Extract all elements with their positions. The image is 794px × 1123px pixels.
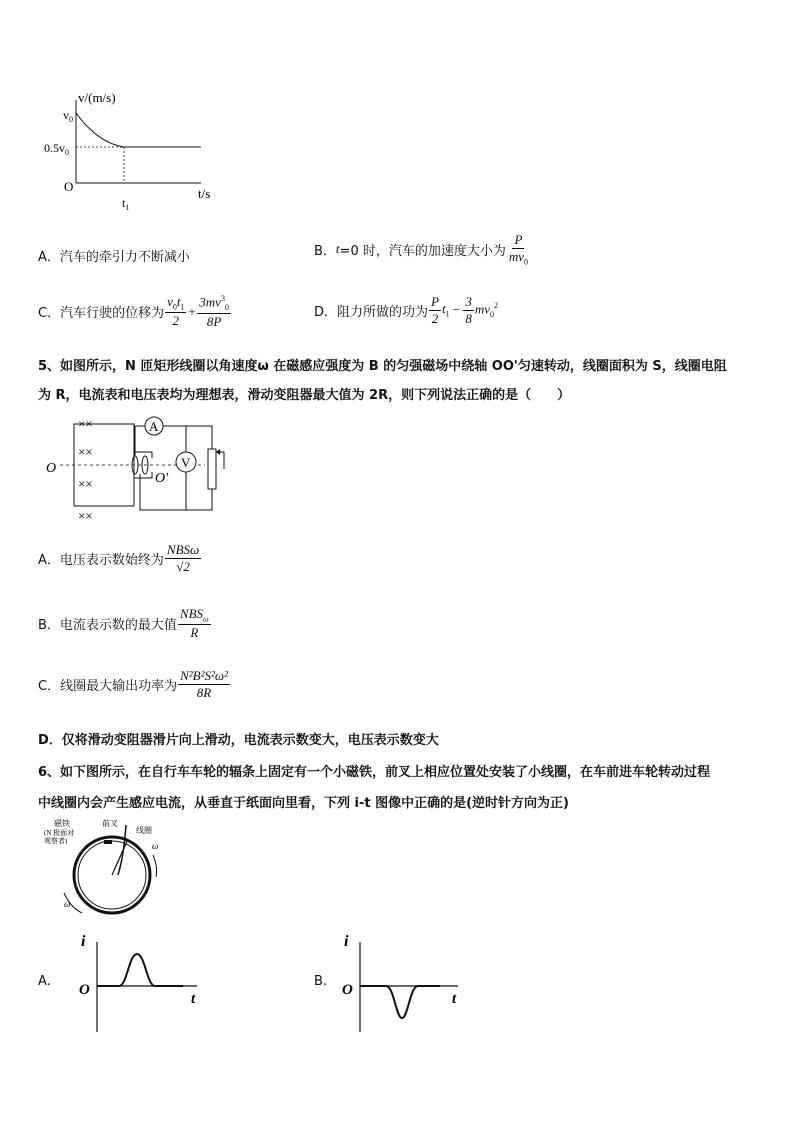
q6-fork: [118, 825, 126, 875]
q6-b-origin: O: [342, 982, 353, 998]
q5-field-cross-4: ××: [78, 508, 93, 523]
q4-option-b: B． t =0 时，汽车的加速度大小为 $\frac{P}{mv_0}$: [314, 232, 529, 267]
q6-option-a-label: A.: [38, 974, 51, 989]
q6-magnet: [104, 840, 112, 844]
q5-label-oprime: O': [155, 471, 169, 486]
q6-option-b-graph: [340, 928, 470, 1036]
q6-omega-1: ω: [152, 841, 159, 851]
q4-tick-t1: $t_1$: [122, 196, 130, 212]
q4-option-d: D．阻力所做的功为 $\frac{P}{2}$ $t_1$ − $\frac{3}{8}$ $mv_0^2$: [314, 294, 499, 326]
q5-rheostat: [208, 449, 216, 489]
q6-a-pulse: [97, 954, 183, 986]
q5-field-cross-1: ××: [78, 416, 93, 431]
q4-option-a: A．汽车的牵引力不断减小: [38, 250, 190, 265]
q6-label-note1: (N 极面对: [44, 829, 75, 837]
q5-voltmeter-label: V: [181, 455, 191, 470]
q6-b-pulse: [360, 986, 440, 1018]
q6-a-axis-i: i: [81, 933, 86, 950]
q4-option-c: C．汽车行驶的位移为 $\frac{v_0t_1}{2}$ + $\frac{3mv^3_0}{8P}$: [38, 294, 229, 329]
q5-option-d: D．仅将滑动变阻器滑片向上滑动，电流表示数变大，电压表示数变大: [38, 733, 439, 748]
q6-stem-line1: 6、如下图所示，在自行车车轮的辐条上固定有一个小磁铁，前叉上相应位置处安装了小线圈，在车前进车轮转动过程: [38, 765, 711, 780]
q6-label-note2: 观察者): [44, 837, 68, 845]
q6-label-fork: 前叉: [102, 819, 118, 828]
q4-tick-v0: $v_0$: [63, 108, 73, 124]
q5-field-cross-2: ××: [78, 444, 93, 459]
q5-option-c: C．线圈最大输出功率为 $\frac{\text{N²B²S²ω²}}{8R}$: [38, 668, 228, 700]
q5-label-o: O: [46, 461, 57, 476]
q5-option-b: B．电流表示数的最大值 $\frac{NBS_\omega}{R}$: [38, 606, 209, 641]
q4-vt-graph: [36, 85, 236, 215]
q5-stem-line2: 为 R，电流表和电压表均为理想表，滑动变阻器最大值为 2R，则下列说法正确的是（ ）: [38, 388, 571, 403]
q6-b-axis-i: i: [344, 933, 349, 950]
q4-decay-curve: [76, 113, 124, 147]
q6-label-magnet: 磁铁: [54, 819, 70, 828]
q4-tick-half: $0.5v_0$: [44, 141, 69, 157]
q6-a-origin: O: [79, 982, 90, 998]
q6-wheel-diagram: [40, 815, 170, 920]
q4-x-label: t/s: [198, 186, 211, 201]
q5-option-a: A．电压表示数始终为 $\frac{\text{NBSω}}{√2}$: [38, 542, 200, 574]
q6-stem-line2: 中线圈内会产生感应电流，从垂直于纸面向里看，下列 i-t 图像中正确的是(逆时针方向为正): [38, 796, 570, 811]
q6-label-coil: 线圈: [136, 826, 152, 835]
q5-outer-wire: [135, 426, 212, 510]
q6-option-b-label: B.: [314, 974, 328, 989]
q6-omega-2: ω: [64, 899, 71, 909]
q4-y-label: v/(m/s): [78, 90, 116, 105]
q6-option-a-graph: [75, 928, 215, 1036]
q6-a-axis-t: t: [191, 991, 196, 1007]
q5-stem-line1: 5、如图所示，N 匝矩形线圈以角速度ω 在磁感应强度为 B 的匀强磁场中绕轴 OO'匀速转动，线圈面积为 S，线圈电阻: [38, 359, 727, 374]
q5-circuit-diagram: [40, 412, 250, 527]
q6-b-axis-t: t: [452, 991, 457, 1007]
q5-field-cross-3: ××: [78, 476, 93, 491]
q5-ammeter-label: A: [149, 419, 159, 434]
q4-origin: O: [64, 179, 74, 194]
